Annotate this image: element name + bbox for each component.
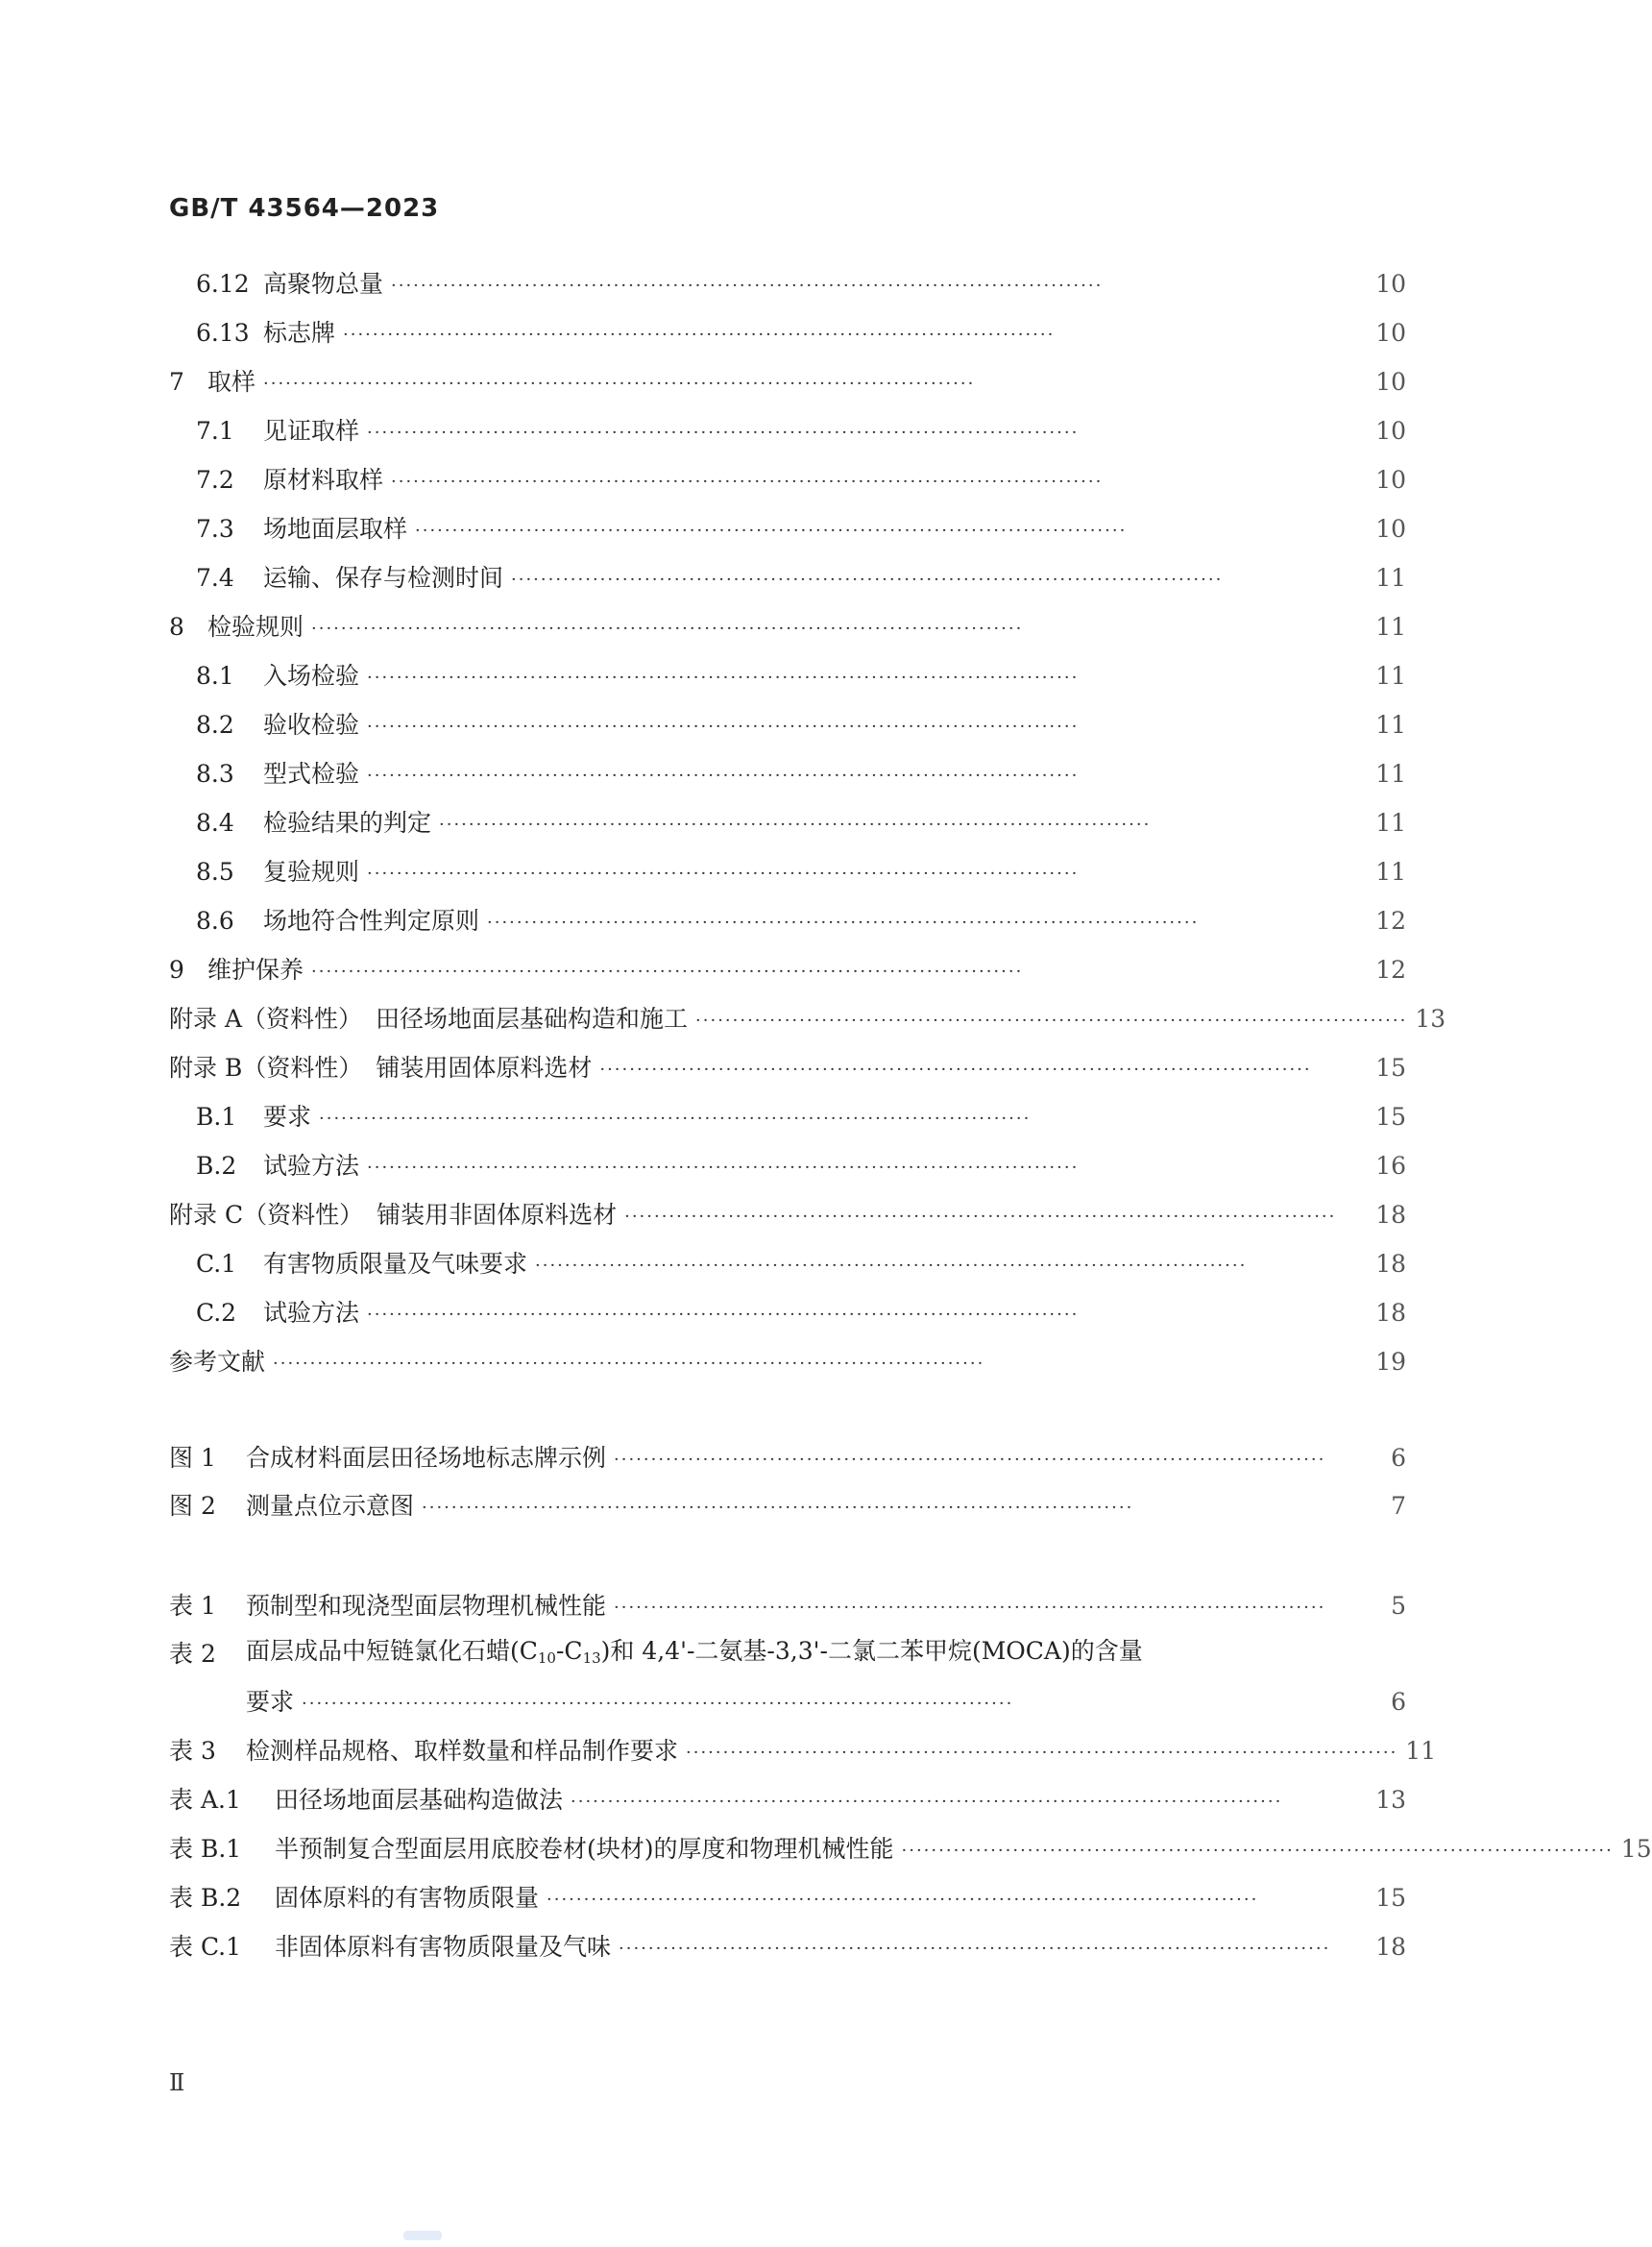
- toc-entry-title: 原材料取样: [263, 466, 384, 494]
- table-title: 检测样品规格、取样数量和样品制作要求: [246, 1737, 679, 1765]
- toc-entry-page: 10: [1375, 417, 1406, 445]
- toc-entry-page: 18: [1375, 1201, 1406, 1229]
- toc-entry-number: 附录 B（资料性）: [169, 1054, 363, 1082]
- toc-entry-title: 取样: [207, 368, 256, 396]
- toc-entry-number: 8.2: [196, 711, 234, 739]
- toc-entry-title: 铺装用固体原料选材: [376, 1054, 593, 1082]
- table-title: 半预制复合型面层用底胶卷材(块材)的厚度和物理机械性能: [275, 1835, 894, 1863]
- dot-leader: ································································································: [619, 1939, 1331, 1959]
- dot-leader: ································································································: [302, 1694, 1014, 1714]
- dot-leader: ································································································: [614, 1598, 1326, 1618]
- toc-entry-number: 8: [169, 613, 184, 641]
- toc-entry-title: 维护保养: [207, 956, 304, 984]
- dot-leader: ································································································: [263, 374, 976, 394]
- figure-title: 合成材料面层田径场地标志牌示例: [246, 1444, 607, 1472]
- dot-leader: ································································································: [901, 1841, 1614, 1861]
- toc-entry[interactable]: [169, 363, 1406, 402]
- table-number: 表 B.2: [169, 1884, 242, 1912]
- toc-entry[interactable]: [169, 510, 1406, 549]
- toc-entry-title: 入场检验: [263, 662, 360, 690]
- dot-leader: ································································································: [686, 1743, 1398, 1763]
- toc-entry-title: 检验结果的判定: [263, 809, 432, 837]
- toc-entry-title: 检验规则: [207, 613, 304, 641]
- table-entry[interactable]: [169, 1587, 1406, 1625]
- toc-entry-page: 11: [1375, 613, 1406, 641]
- table-number: 表 3: [169, 1737, 216, 1765]
- toc-entry-page: 11: [1375, 760, 1406, 788]
- toc-entry-title: 试验方法: [263, 1152, 360, 1180]
- table-number: 表 1: [169, 1592, 216, 1620]
- toc-entry[interactable]: [169, 559, 1406, 598]
- toc-entry-page: 10: [1375, 466, 1406, 494]
- table-page: 15: [1620, 1835, 1652, 1863]
- toc-entry-page: 10: [1375, 319, 1406, 347]
- table-entry[interactable]: [169, 1879, 1406, 1917]
- dot-leader: ································································································: [614, 1450, 1326, 1470]
- table-title-part: 面层成品中短链氯化石蜡(C: [246, 1636, 538, 1665]
- toc-entry-page: 11: [1375, 662, 1406, 690]
- scan-mark: [403, 2231, 442, 2240]
- toc-entry-page: 10: [1375, 270, 1406, 298]
- dot-leader: ································································································: [422, 1498, 1134, 1518]
- toc-entry[interactable]: [169, 755, 1406, 794]
- toc-entry[interactable]: [169, 951, 1406, 989]
- toc-entry-title: 场地符合性判定原则: [263, 907, 480, 935]
- dot-leader: ································································································: [571, 1792, 1283, 1812]
- toc-entry-page: 12: [1375, 956, 1406, 984]
- toc-entry-title: 场地面层取样: [263, 515, 408, 543]
- toc-entry-number: B.1: [196, 1103, 237, 1131]
- toc-entry[interactable]: [169, 412, 1406, 451]
- dot-leader: ································································································: [311, 962, 1024, 982]
- toc-entry-number: B.2: [196, 1152, 237, 1180]
- figure-title: 测量点位示意图: [246, 1492, 415, 1520]
- toc-entry-number: 7.3: [196, 515, 234, 543]
- figure-page: 7: [1391, 1492, 1406, 1520]
- toc-entry[interactable]: [169, 1294, 1406, 1332]
- toc-entry[interactable]: [169, 314, 1406, 353]
- dot-leader: ································································································: [273, 1354, 985, 1374]
- table-number: 表 A.1: [169, 1786, 241, 1814]
- dot-leader: ································································································: [439, 815, 1152, 835]
- toc-entry[interactable]: [169, 265, 1406, 304]
- toc-entry[interactable]: [169, 608, 1406, 647]
- dot-leader: ································································································: [367, 423, 1080, 443]
- table-title-part: )和 4,4'-二氨基-3,3'-二氯二苯甲烷(MOCA)的含量: [600, 1636, 1143, 1665]
- toc-entry-number: 8.5: [196, 858, 234, 886]
- dot-leader: ································································································: [415, 521, 1128, 541]
- dot-leader: ································································································: [367, 1158, 1080, 1178]
- dot-leader: ································································································: [367, 766, 1080, 786]
- toc-entry-page: 10: [1375, 368, 1406, 396]
- toc-entry[interactable]: [169, 657, 1406, 696]
- dot-leader: ································································································: [624, 1207, 1337, 1227]
- toc-entry-title: 试验方法: [263, 1299, 360, 1327]
- table-page: 11: [1405, 1737, 1437, 1765]
- toc-entry-number: 8.1: [196, 662, 234, 690]
- toc-entry-page: 15: [1375, 1103, 1406, 1131]
- toc-entry-title: 见证取样: [263, 417, 360, 445]
- dot-leader: ································································································: [391, 276, 1104, 296]
- dot-leader: ································································································: [367, 717, 1080, 737]
- table-page: 5: [1391, 1592, 1406, 1620]
- figure-number: 图 1: [169, 1444, 216, 1472]
- toc-entry-page: 11: [1375, 711, 1406, 739]
- toc-entry-page: 11: [1375, 809, 1406, 837]
- toc-entry-number: 9: [169, 956, 184, 984]
- document-header: GB/T 43564—2023: [169, 194, 440, 223]
- table-title-continuation: 要求: [246, 1688, 295, 1716]
- toc-entry-title: 复验规则: [263, 858, 360, 886]
- toc-entry[interactable]: [169, 706, 1406, 745]
- toc-entry-title: 田径场地面层基础构造和施工: [376, 1005, 689, 1033]
- toc-entry[interactable]: [169, 853, 1406, 891]
- table-title: 非固体原料有害物质限量及气味: [275, 1933, 612, 1961]
- toc-entry[interactable]: [169, 804, 1406, 843]
- toc-entry-number: C.1: [196, 1250, 237, 1278]
- toc-entry-title: 验收检验: [263, 711, 360, 739]
- toc-entry-page: 18: [1375, 1250, 1406, 1278]
- toc-entry-number: 7: [169, 368, 184, 396]
- dot-leader: ································································································: [391, 472, 1104, 492]
- page-number: Ⅱ: [169, 2069, 185, 2096]
- table-entry[interactable]: [169, 1732, 1437, 1771]
- toc-entry-page: 18: [1375, 1299, 1406, 1327]
- table-entry[interactable]: [169, 1830, 1652, 1868]
- toc-entry-number: 7.2: [196, 466, 234, 494]
- toc-entry[interactable]: [169, 1098, 1406, 1136]
- table-title: 固体原料的有害物质限量: [275, 1884, 540, 1912]
- toc-entry-page: 15: [1375, 1054, 1406, 1082]
- table-page: 15: [1375, 1884, 1406, 1912]
- toc-entry-title: 铺装用非固体原料选材: [377, 1201, 618, 1229]
- toc-entry-appendix[interactable]: [169, 1000, 1446, 1038]
- toc-entry-title: 高聚物总量: [263, 270, 384, 298]
- subscript: 10: [537, 1649, 556, 1667]
- toc-entry-title: 要求: [263, 1103, 312, 1131]
- toc-entry-title: 型式检验: [263, 760, 360, 788]
- toc-entry-number: 附录 A（资料性）: [169, 1005, 363, 1033]
- table-title: [246, 1632, 1143, 1677]
- toc-entry-page: 12: [1375, 907, 1406, 935]
- toc-entry-references[interactable]: [169, 1343, 1406, 1381]
- toc-entry-title: 参考文献: [169, 1348, 266, 1376]
- dot-leader: ································································································: [547, 1890, 1259, 1910]
- toc-entry-title: 有害物质限量及气味要求: [263, 1250, 528, 1278]
- toc-entry-title: 运输、保存与检测时间: [263, 564, 504, 592]
- table-entry-continuation[interactable]: [169, 1683, 1406, 1722]
- dot-leader: ································································································: [367, 668, 1080, 688]
- table-title: 预制型和现浇型面层物理机械性能: [246, 1592, 607, 1620]
- toc-entry-page: 13: [1415, 1005, 1446, 1033]
- toc-entry-number: 8.6: [196, 907, 234, 935]
- dot-leader: ································································································: [511, 570, 1224, 590]
- toc-entry-appendix[interactable]: [169, 1196, 1406, 1234]
- toc-entry-page: 11: [1375, 564, 1406, 592]
- figure-entry[interactable]: [169, 1439, 1406, 1478]
- toc-entry-number: C.2: [196, 1299, 237, 1327]
- toc-entry-number: 7.4: [196, 564, 234, 592]
- table-page: 18: [1375, 1933, 1406, 1961]
- table-number: 表 C.1: [169, 1933, 242, 1961]
- dot-leader: ································································································: [695, 1011, 1408, 1031]
- subscript: 13: [582, 1649, 601, 1667]
- table-page: 6: [1391, 1688, 1406, 1716]
- toc-entry-number: 6.13: [196, 319, 250, 347]
- toc-entry-page: 11: [1375, 858, 1406, 886]
- table-title: 田径场地面层基础构造做法: [275, 1786, 564, 1814]
- table-number: 表 B.1: [169, 1835, 242, 1863]
- table-entry[interactable]: [169, 1635, 1406, 1673]
- dot-leader: ································································································: [535, 1256, 1248, 1276]
- dot-leader: ································································································: [487, 913, 1200, 933]
- toc-entry-number: 8.3: [196, 760, 234, 788]
- toc-entry[interactable]: [169, 461, 1406, 500]
- toc-entry-number: 6.12: [196, 270, 250, 298]
- toc-entry[interactable]: [169, 1245, 1406, 1283]
- toc-entry[interactable]: [169, 1147, 1406, 1185]
- table-title-part: -C: [555, 1636, 583, 1665]
- table-page: 13: [1375, 1786, 1406, 1814]
- toc-entry-page: 16: [1375, 1152, 1406, 1180]
- toc-entry-number: 8.4: [196, 809, 234, 837]
- table-entry[interactable]: [169, 1928, 1406, 1966]
- figure-number: 图 2: [169, 1492, 216, 1520]
- dot-leader: ································································································: [319, 1109, 1032, 1129]
- toc-entry-page: 10: [1375, 515, 1406, 543]
- figure-page: 6: [1391, 1444, 1406, 1472]
- table-number: 表 2: [169, 1640, 216, 1668]
- dot-leader: ································································································: [343, 325, 1056, 345]
- toc-entry-number: 附录 C（资料性）: [169, 1201, 364, 1229]
- figure-entry[interactable]: [169, 1487, 1406, 1526]
- toc-entry-page: 19: [1375, 1348, 1406, 1376]
- toc-entry[interactable]: [169, 902, 1406, 940]
- dot-leader: ································································································: [599, 1060, 1312, 1080]
- toc-entry-title: 标志牌: [263, 319, 336, 347]
- toc-entry-number: 7.1: [196, 417, 234, 445]
- table-entry[interactable]: [169, 1781, 1406, 1820]
- dot-leader: ································································································: [311, 619, 1024, 639]
- dot-leader: ································································································: [367, 864, 1080, 884]
- toc-entry-appendix[interactable]: [169, 1049, 1406, 1087]
- dot-leader: ································································································: [367, 1305, 1080, 1325]
